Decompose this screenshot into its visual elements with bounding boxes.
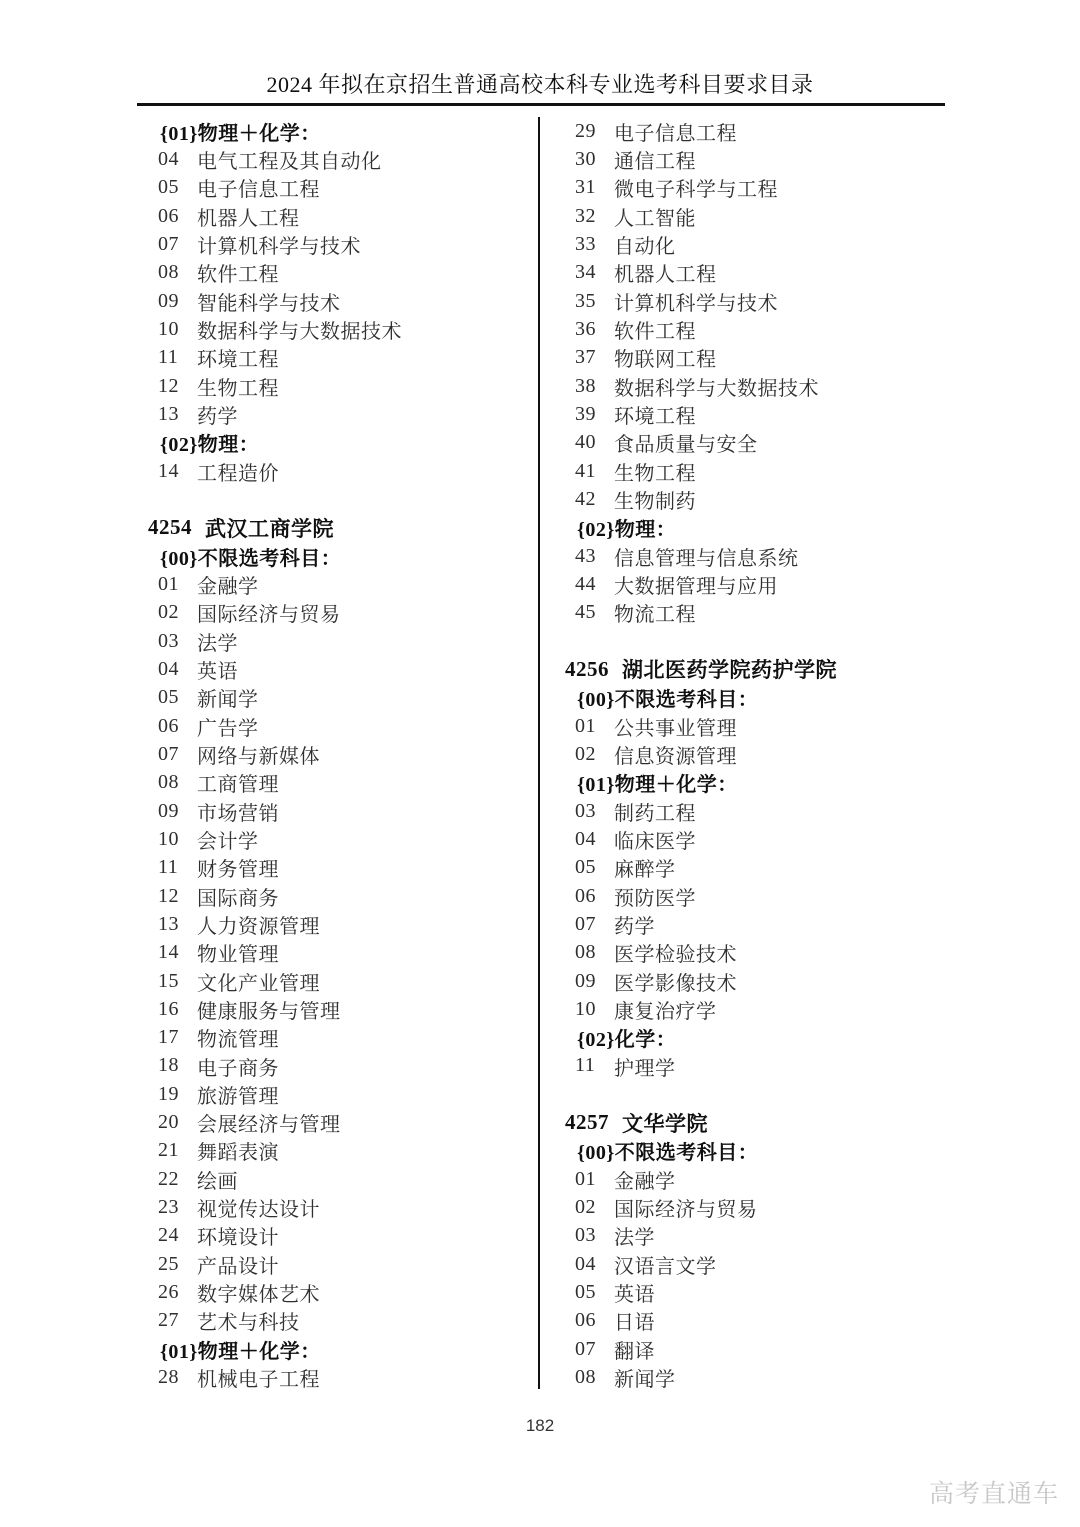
- major-item: [565, 117, 955, 145]
- major-number: 11: [575, 1054, 596, 1077]
- major-name: 金融学: [614, 1170, 676, 1193]
- major-item: [148, 1363, 530, 1391]
- major-item: [565, 740, 955, 768]
- major-number: 18: [158, 1054, 179, 1077]
- major-number: 08: [158, 771, 179, 794]
- major-number: 06: [575, 884, 596, 907]
- major-name: 大数据管理与应用: [614, 575, 778, 598]
- major-item: [148, 1137, 530, 1165]
- major-name: 物流工程: [614, 604, 696, 627]
- major-name: 国际经济与贸易: [197, 604, 341, 627]
- major-number: 34: [575, 261, 596, 284]
- major-name: 临床医学: [614, 830, 696, 853]
- major-name: 电子信息工程: [197, 179, 320, 202]
- major-name: 法学: [197, 632, 238, 655]
- major-number: 30: [575, 147, 596, 170]
- major-item: [565, 1307, 955, 1335]
- major-number: 06: [158, 204, 179, 227]
- major-name: 环境工程: [197, 349, 279, 372]
- major-item: [148, 939, 530, 967]
- major-number: 05: [158, 686, 179, 709]
- major-number: 37: [575, 346, 596, 369]
- major-number: 16: [158, 997, 179, 1020]
- college-header: [565, 655, 955, 683]
- major-name: 视觉传达设计: [197, 1199, 320, 1222]
- major-item: [565, 599, 955, 627]
- major-name: 汉语言文学: [614, 1255, 717, 1278]
- major-number: 36: [575, 317, 596, 340]
- major-number: 14: [158, 941, 179, 964]
- major-item: [148, 174, 530, 202]
- major-item: [148, 825, 530, 853]
- major-number: 43: [575, 544, 596, 567]
- major-name: 工商管理: [197, 774, 279, 797]
- major-name: 艺术与科技: [197, 1312, 300, 1335]
- major-name: 国际商务: [197, 887, 279, 910]
- major-number: 10: [158, 827, 179, 850]
- header-rule: [137, 103, 945, 106]
- major-name: 英语: [614, 1284, 655, 1307]
- major-item: [148, 400, 530, 428]
- major-name: 药学: [614, 915, 655, 938]
- major-item: [148, 315, 530, 343]
- major-name: 舞蹈表演: [197, 1142, 279, 1165]
- major-number: 11: [158, 346, 179, 369]
- major-name: 预防医学: [614, 887, 696, 910]
- major-name: 环境工程: [614, 405, 696, 428]
- major-number: 02: [575, 1196, 596, 1219]
- major-number: 35: [575, 289, 596, 312]
- blank-row: [565, 627, 955, 655]
- subject-requirement-header: {00}不限选考科目：: [577, 689, 759, 712]
- major-number: 33: [575, 232, 596, 255]
- major-number: 19: [158, 1082, 179, 1105]
- major-number: 05: [158, 176, 179, 199]
- major-name: 电子商务: [197, 1057, 279, 1080]
- major-name: 文化产业管理: [197, 972, 320, 995]
- subject-requirement-header: {01}物理＋化学：: [160, 1340, 321, 1363]
- major-number: 27: [158, 1309, 179, 1332]
- major-number: 15: [158, 969, 179, 992]
- major-name: 护理学: [614, 1057, 676, 1080]
- major-item: [148, 1222, 530, 1250]
- major-name: 绘画: [197, 1170, 238, 1193]
- major-name: 医学影像技术: [614, 972, 737, 995]
- major-item: [148, 1165, 530, 1193]
- major-name: 会展经济与管理: [197, 1114, 341, 1137]
- blank-row: [565, 1080, 955, 1108]
- major-item: [565, 1250, 955, 1278]
- major-number: 31: [575, 176, 596, 199]
- major-item: [565, 145, 955, 173]
- major-item: [565, 1278, 955, 1306]
- major-item: [565, 1222, 955, 1250]
- page-number: 182: [525, 1416, 555, 1435]
- major-name: 康复治疗学: [614, 1000, 717, 1023]
- major-item: [565, 570, 955, 598]
- major-item: [148, 457, 530, 485]
- major-name: 法学: [614, 1227, 655, 1250]
- major-name: 电气工程及其自动化: [197, 151, 382, 173]
- major-item: [565, 230, 955, 258]
- major-number: 45: [575, 601, 596, 624]
- major-item: [148, 995, 530, 1023]
- blank-row: [148, 485, 530, 513]
- major-item: [148, 599, 530, 627]
- college-code: 4257: [565, 1110, 609, 1135]
- college-name: 文华学院: [622, 1111, 708, 1136]
- major-item: [148, 882, 530, 910]
- major-item: [565, 542, 955, 570]
- major-number: 22: [158, 1167, 179, 1190]
- major-name: 物联网工程: [614, 349, 717, 372]
- major-item: [148, 230, 530, 258]
- major-number: 09: [575, 969, 596, 992]
- major-number: 26: [158, 1281, 179, 1304]
- major-name: 英语: [197, 660, 238, 683]
- column-divider: [538, 117, 540, 1389]
- major-number: 03: [575, 1224, 596, 1247]
- college-code: 4256: [565, 656, 609, 681]
- major-number: 03: [158, 629, 179, 652]
- major-name: 健康服务与管理: [197, 1000, 341, 1023]
- major-name: 新闻学: [197, 689, 259, 712]
- major-number: 04: [575, 827, 596, 850]
- major-name: 生物工程: [614, 462, 696, 485]
- major-number: 01: [158, 572, 179, 595]
- major-item: [148, 1052, 530, 1080]
- major-name: 制药工程: [614, 802, 696, 825]
- major-item: [565, 1363, 955, 1391]
- college-header: [148, 514, 530, 542]
- major-item: [148, 797, 530, 825]
- major-number: 08: [575, 1366, 596, 1389]
- major-name: 自动化: [614, 235, 676, 258]
- major-name: 药学: [197, 405, 238, 428]
- subject-requirement-header: {01}物理＋化学：: [160, 122, 321, 145]
- major-item: [148, 740, 530, 768]
- major-name: 数字媒体艺术: [197, 1284, 320, 1307]
- major-name: 生物工程: [197, 377, 279, 400]
- major-item: [565, 1165, 955, 1193]
- major-number: 03: [575, 799, 596, 822]
- major-number: 11: [158, 856, 179, 879]
- major-name: 通信工程: [614, 151, 696, 173]
- major-number: 09: [158, 289, 179, 312]
- major-number: 04: [575, 1252, 596, 1275]
- major-number: 07: [158, 232, 179, 255]
- major-name: 人工智能: [614, 207, 696, 230]
- watermark-text: 高考直通车: [928, 1480, 1059, 1508]
- major-item: [148, 259, 530, 287]
- major-name: 信息资源管理: [614, 745, 737, 768]
- major-number: 20: [158, 1111, 179, 1134]
- major-number: 44: [575, 572, 596, 595]
- major-name: 新闻学: [614, 1369, 676, 1392]
- major-name: 环境设计: [197, 1227, 279, 1250]
- major-item: [148, 202, 530, 230]
- major-number: 01: [575, 1167, 596, 1190]
- subject-requirement-header: {00}不限选考科目：: [577, 1142, 759, 1165]
- major-name: 物业管理: [197, 944, 279, 967]
- subject-requirement-header: {02}物理：: [577, 519, 677, 542]
- major-name: 麻醉学: [614, 859, 676, 882]
- major-number: 04: [158, 147, 179, 170]
- major-name: 会计学: [197, 830, 259, 853]
- major-name: 国际经济与贸易: [614, 1199, 758, 1222]
- major-item: [565, 372, 955, 400]
- major-number: 23: [158, 1196, 179, 1219]
- major-item: [565, 910, 955, 938]
- major-item: [148, 344, 530, 372]
- major-name: 数据科学与大数据技术: [197, 320, 402, 343]
- major-name: 医学检验技术: [614, 944, 737, 967]
- major-name: 广告学: [197, 717, 259, 740]
- major-number: 05: [575, 1281, 596, 1304]
- subject-requirement-header: {01}物理＋化学：: [577, 774, 738, 797]
- major-number: 10: [158, 317, 179, 340]
- major-item: [148, 684, 530, 712]
- major-item: [148, 910, 530, 938]
- major-name: 机械电子工程: [197, 1369, 320, 1392]
- major-item: [565, 485, 955, 513]
- major-item: [565, 995, 955, 1023]
- major-item: [565, 457, 955, 485]
- major-number: 08: [575, 941, 596, 964]
- major-name: 计算机科学与技术: [197, 235, 361, 258]
- college-name: 湖北医药学院药护学院: [622, 658, 837, 683]
- major-name: 数据科学与大数据技术: [614, 377, 819, 400]
- major-item: [148, 769, 530, 797]
- major-item: [565, 287, 955, 315]
- major-item: [565, 939, 955, 967]
- major-name: 日语: [614, 1312, 655, 1335]
- major-name: 物流管理: [197, 1029, 279, 1052]
- major-number: 14: [158, 459, 179, 482]
- major-number: 28: [158, 1366, 179, 1389]
- major-number: 12: [158, 374, 179, 397]
- major-item: [565, 797, 955, 825]
- major-item: [565, 854, 955, 882]
- major-item: [148, 1080, 530, 1108]
- major-item: [148, 1193, 530, 1221]
- major-number: 17: [158, 1026, 179, 1049]
- major-number: 08: [158, 261, 179, 284]
- major-name: 微电子科学与工程: [614, 179, 778, 202]
- major-item: [148, 570, 530, 598]
- page-title: 2024 年拟在京招生普通高校本科专业选考科目要求目录: [266, 72, 814, 97]
- major-name: 计算机科学与技术: [614, 292, 778, 315]
- major-name: 机器人工程: [197, 207, 300, 230]
- major-number: 24: [158, 1224, 179, 1247]
- major-item: [565, 882, 955, 910]
- college-header: [565, 1108, 955, 1136]
- major-item: [148, 655, 530, 683]
- major-name: 软件工程: [197, 264, 279, 287]
- major-number: 07: [575, 1337, 596, 1360]
- major-name: 翻译: [614, 1340, 655, 1363]
- major-item: [565, 344, 955, 372]
- major-name: 信息管理与信息系统: [614, 547, 799, 570]
- left-column: [148, 117, 530, 1392]
- major-number: 40: [575, 431, 596, 454]
- major-number: 06: [158, 714, 179, 737]
- major-number: 13: [158, 912, 179, 935]
- major-name: 网络与新媒体: [197, 745, 320, 768]
- major-number: 02: [575, 742, 596, 765]
- major-number: 07: [575, 912, 596, 935]
- major-number: 06: [575, 1309, 596, 1332]
- major-item: [565, 1193, 955, 1221]
- major-item: [565, 315, 955, 343]
- major-number: 09: [158, 799, 179, 822]
- major-number: 04: [158, 657, 179, 680]
- major-number: 29: [575, 119, 596, 142]
- right-column: [565, 117, 955, 1392]
- major-item: [148, 145, 530, 173]
- major-name: 金融学: [197, 575, 259, 598]
- major-item: [148, 1278, 530, 1306]
- major-item: [148, 372, 530, 400]
- major-item: [565, 429, 955, 457]
- major-number: 42: [575, 487, 596, 510]
- major-number: 01: [575, 714, 596, 737]
- major-number: 38: [575, 374, 596, 397]
- major-item: [148, 627, 530, 655]
- major-item: [565, 712, 955, 740]
- major-name: 产品设计: [197, 1255, 279, 1278]
- major-number: 21: [158, 1139, 179, 1162]
- major-name: 机器人工程: [614, 264, 717, 287]
- major-name: 智能科学与技术: [197, 292, 341, 315]
- major-name: 财务管理: [197, 859, 279, 882]
- major-item: [148, 967, 530, 995]
- major-number: 13: [158, 402, 179, 425]
- major-name: 工程造价: [197, 462, 279, 485]
- major-name: 市场营销: [197, 802, 279, 825]
- major-number: 12: [158, 884, 179, 907]
- major-item: [565, 1335, 955, 1363]
- major-item: [148, 712, 530, 740]
- subject-requirement-header: {02}物理：: [160, 434, 260, 457]
- major-item: [148, 1108, 530, 1136]
- major-name: 生物制药: [614, 490, 696, 513]
- major-number: 07: [158, 742, 179, 765]
- subject-requirement-header: {00}不限选考科目：: [160, 547, 342, 570]
- major-number: 25: [158, 1252, 179, 1275]
- major-number: 05: [575, 856, 596, 879]
- major-item: [148, 854, 530, 882]
- major-number: 10: [575, 997, 596, 1020]
- major-name: 人力资源管理: [197, 915, 320, 938]
- major-number: 39: [575, 402, 596, 425]
- major-item: [565, 400, 955, 428]
- major-item: [565, 967, 955, 995]
- major-name: 旅游管理: [197, 1085, 279, 1108]
- major-name: 电子信息工程: [614, 122, 737, 145]
- major-item: [148, 1024, 530, 1052]
- major-name: 公共事业管理: [614, 717, 737, 740]
- major-number: 02: [158, 601, 179, 624]
- major-item: [565, 202, 955, 230]
- subject-requirement-header: {02}化学：: [577, 1029, 677, 1052]
- major-item: [565, 825, 955, 853]
- major-number: 32: [575, 204, 596, 227]
- major-item: [148, 287, 530, 315]
- college-code: 4254: [148, 515, 192, 540]
- major-number: 41: [575, 459, 596, 482]
- major-item: [565, 1052, 955, 1080]
- major-name: 软件工程: [614, 320, 696, 343]
- college-name: 武汉工商学院: [205, 516, 334, 541]
- major-item: [565, 259, 955, 287]
- major-item: [148, 1250, 530, 1278]
- major-item: [565, 174, 955, 202]
- major-item: [148, 1307, 530, 1335]
- major-name: 食品质量与安全: [614, 434, 758, 457]
